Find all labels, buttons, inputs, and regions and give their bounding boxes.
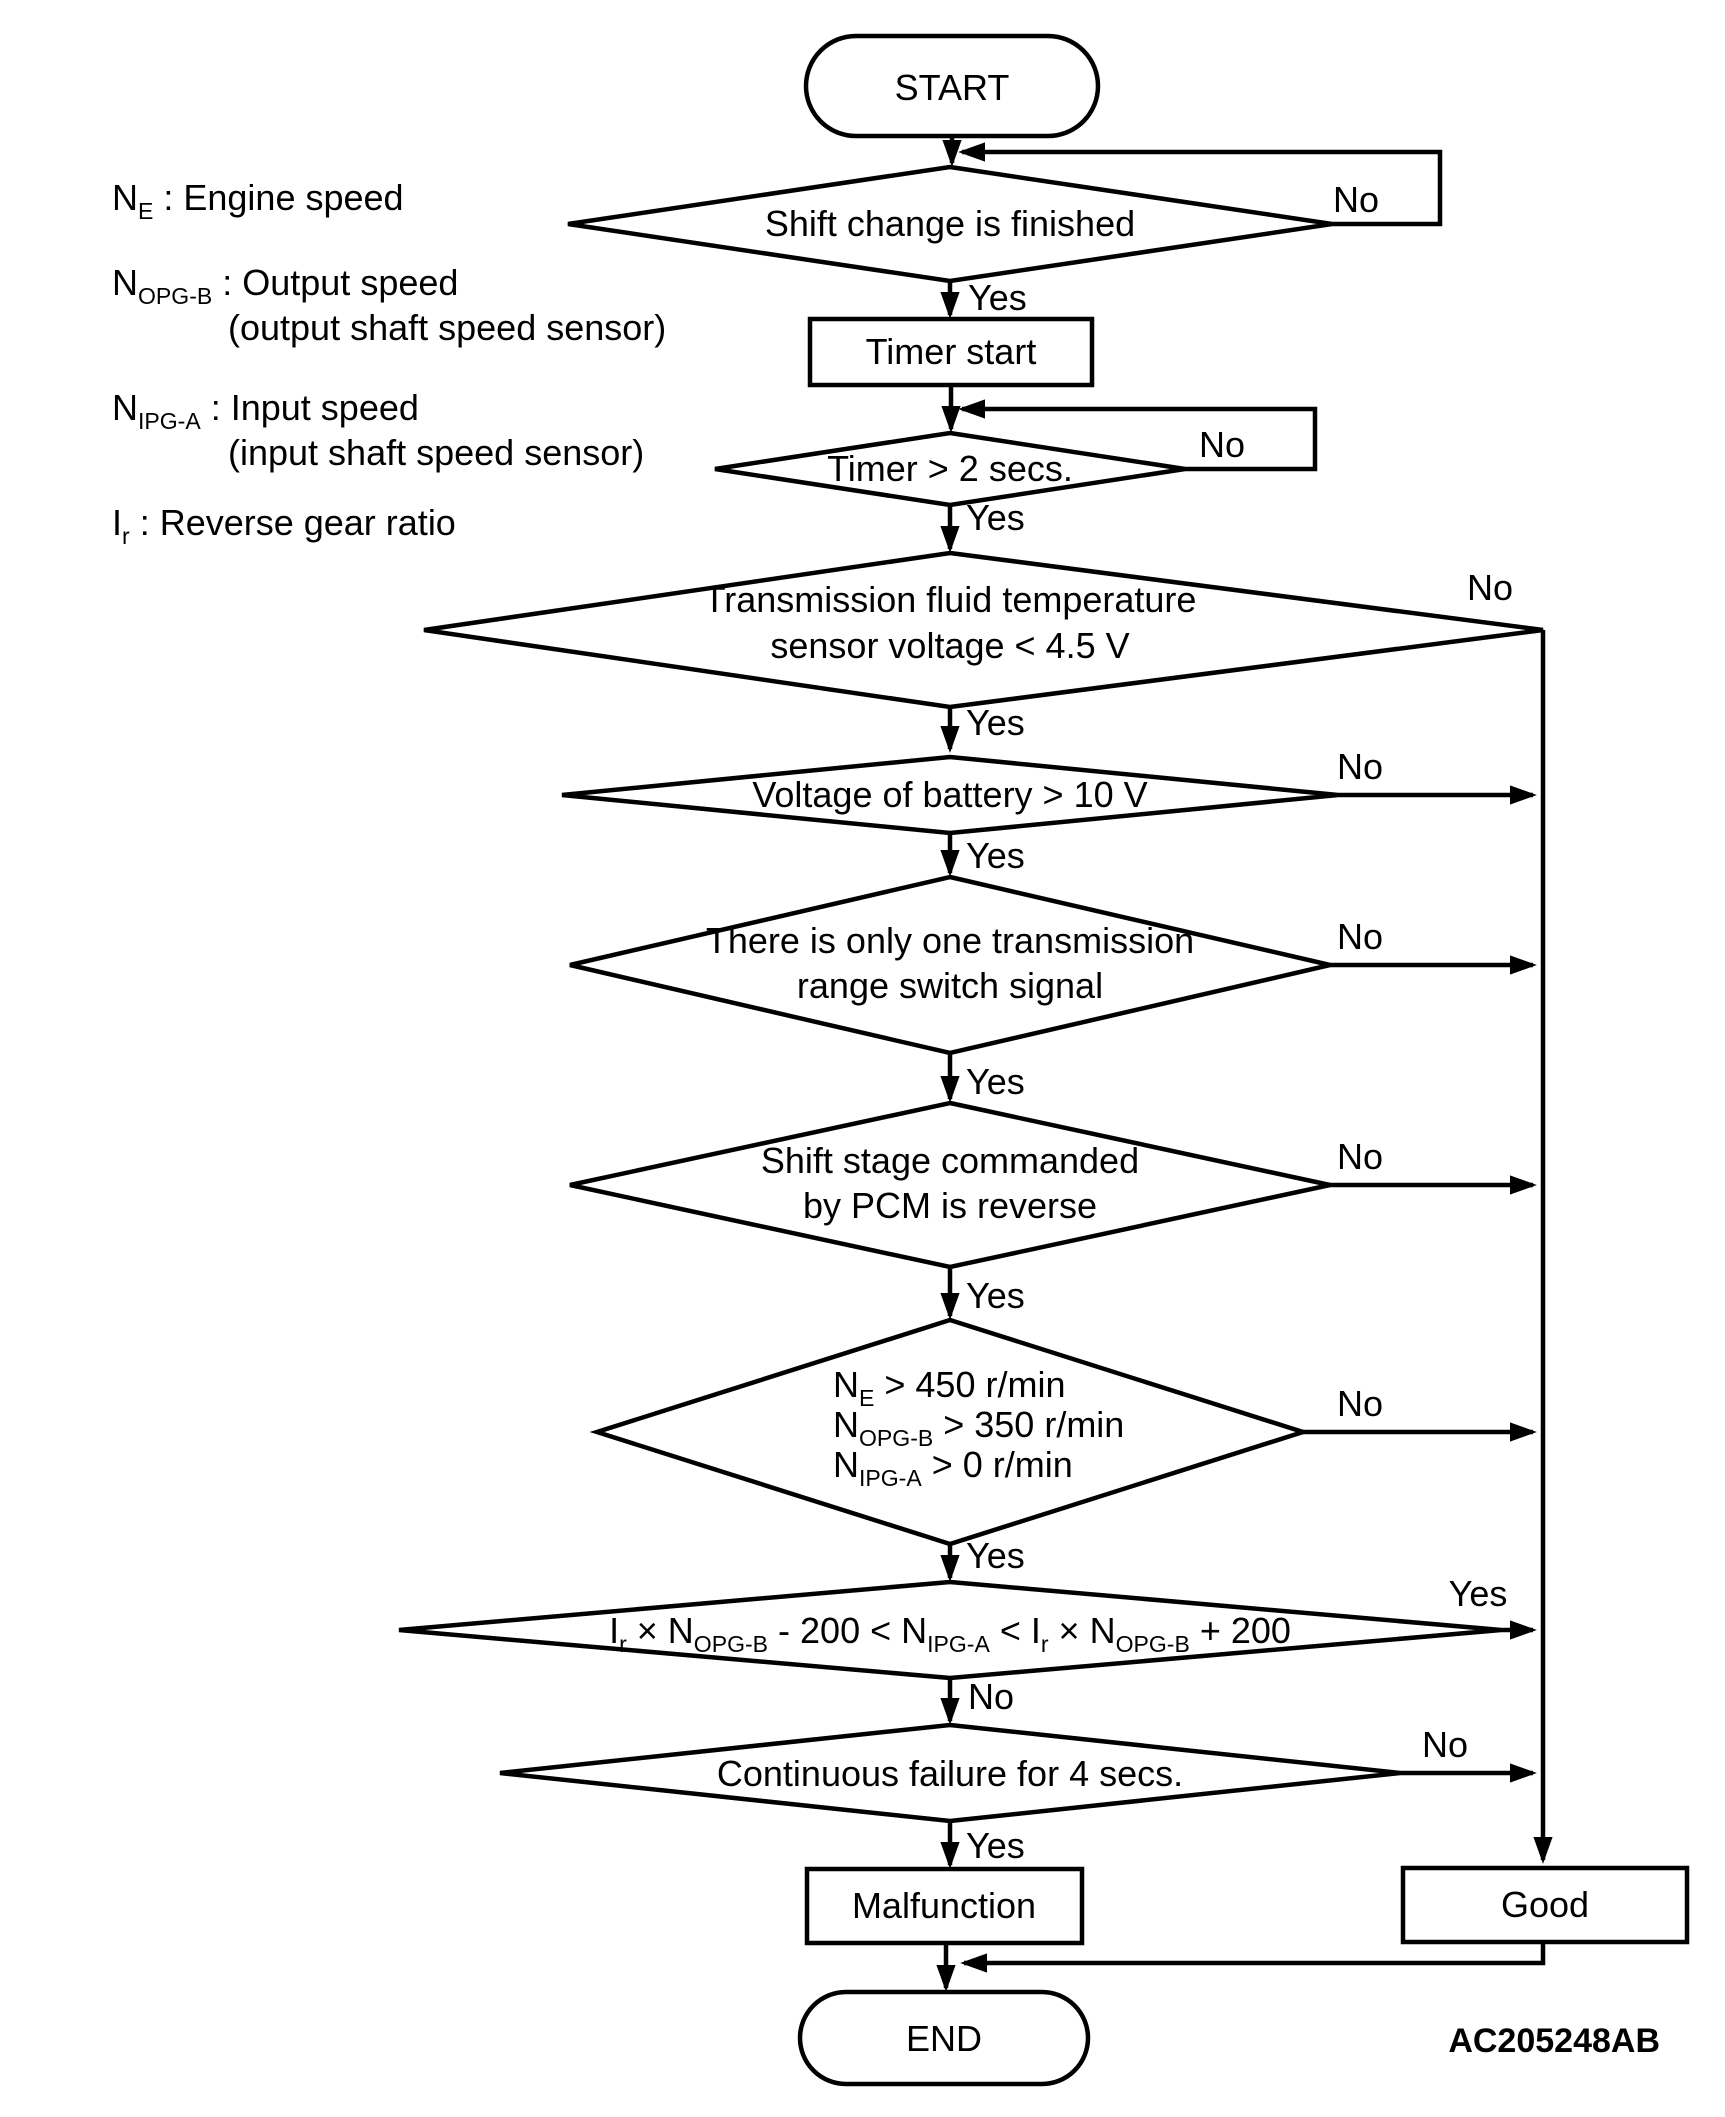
label-no-speeds: No	[1336, 1383, 1384, 1424]
legend-output-speed-note: (output shaft speed sensor)	[228, 307, 667, 348]
label-yes-speeds: Yes	[966, 1535, 1025, 1576]
legend-input-speed: $N_{IPG-A}$ : Input speed	[112, 387, 419, 434]
decision-timer-2s-label: Timer > 2 secs.	[827, 448, 1073, 489]
legend-input-speed-note: (input shaft speed sensor)	[228, 432, 645, 473]
label-yes-continuous-failure: Yes	[966, 1825, 1025, 1866]
label-yes-timer-2s: Yes	[966, 497, 1025, 538]
label-no-continuous-failure: No	[1421, 1724, 1469, 1765]
label-no-shift-stage: No	[1336, 1136, 1384, 1177]
legend-output-speed: $N_{OPG-B}$ : Output speed	[112, 262, 459, 309]
end-label: END	[905, 2018, 983, 2059]
label-yes-shift-stage: Yes	[966, 1275, 1025, 1316]
decision-range-switch-label-2: range switch signal	[796, 965, 1104, 1006]
process-timer-start-label: Timer start	[865, 331, 1037, 372]
label-yes-range-switch: Yes	[966, 1061, 1025, 1102]
decision-speeds-label-2: $N_{OPG-B} > 350$ r/min	[833, 1404, 1125, 1451]
label-no-ratio-formula: No	[968, 1676, 1015, 1717]
label-yes-ratio-formula: Yes	[1448, 1573, 1508, 1614]
start-label: START	[894, 67, 1010, 108]
decision-shift-change-label: Shift change is finished	[764, 203, 1136, 244]
decision-range-switch-label-1: There is only one transmission	[705, 920, 1195, 961]
decision-shift-stage-label-1: Shift stage commanded	[760, 1140, 1140, 1181]
decision-continuous-failure-label: Continuous failure for 4 secs.	[716, 1753, 1184, 1794]
decision-battery-label: Voltage of battery > 10 V	[752, 774, 1148, 815]
decision-fluid-temp-label-2: sensor voltage < 4.5 V	[770, 625, 1130, 666]
decision-fluid-temp-label-1: Transmission fluid temperature	[703, 579, 1197, 620]
label-yes-battery: Yes	[966, 835, 1025, 876]
decision-ratio-formula-label: $I_r \times N_{OPG-B} - 200 < N_{IPG-A} < I_r \times N_{OPG-B} + 200$	[609, 1610, 1291, 1657]
legend-engine-speed: $N_E$ : Engine speed	[112, 177, 404, 224]
label-yes-fluid-temp: Yes	[966, 702, 1025, 743]
label-no-battery: No	[1336, 746, 1384, 787]
figure-code: AC205248AB	[1448, 2022, 1660, 2060]
decision-speeds-label-3: $N_{IPG-A} > 0$ r/min	[833, 1444, 1073, 1491]
label-no-range-switch: No	[1336, 916, 1384, 957]
label-no-timer-2s: No	[1198, 424, 1246, 465]
result-malfunction-label: Malfunction	[851, 1885, 1037, 1926]
decision-shift-stage-label-2: by PCM is reverse	[802, 1185, 1098, 1226]
label-no-fluid-temp: No	[1466, 567, 1514, 608]
result-good-label: Good	[1500, 1884, 1590, 1925]
label-yes-shift-change: Yes	[968, 277, 1027, 318]
legend-reverse-ratio: $I_r$ : Reverse gear ratio	[112, 502, 456, 549]
label-no-shift-change: No	[1332, 179, 1380, 220]
decision-speeds-label-1: $N_E > 450$ r/min	[833, 1364, 1066, 1411]
